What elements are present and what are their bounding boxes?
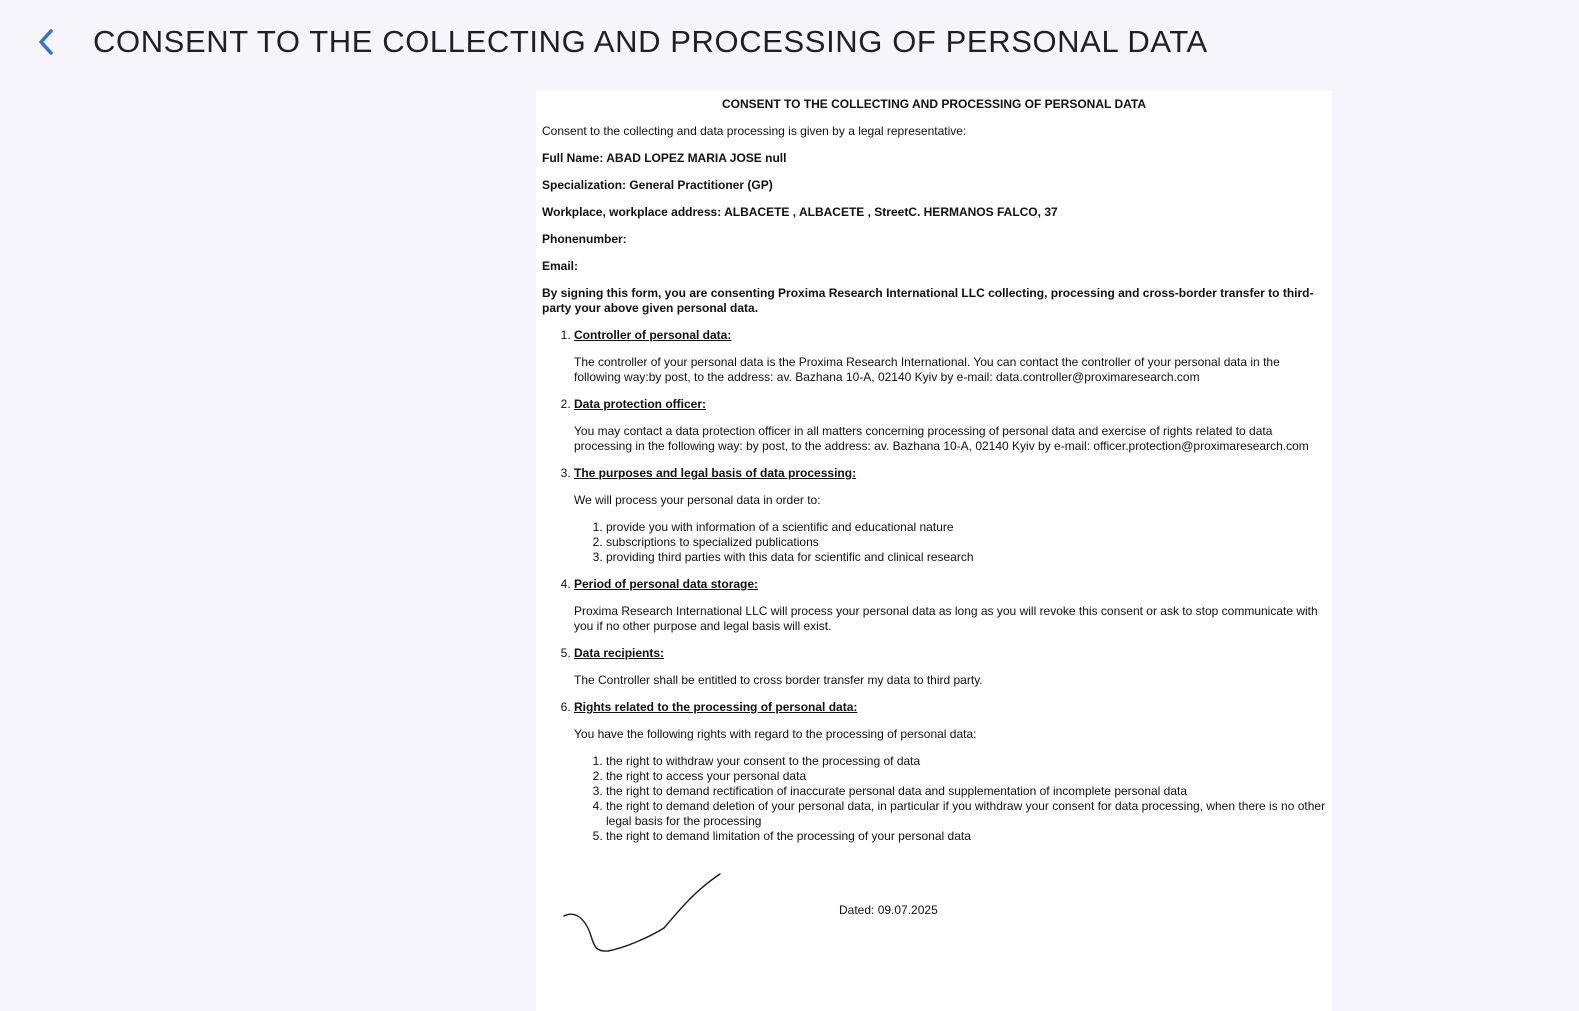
phone-number: Phonenumber: bbox=[542, 232, 627, 246]
list-item: 5. the right to demand limitation of the processing of your personal data bbox=[606, 829, 1326, 844]
purposes-list bbox=[574, 520, 1326, 565]
workplace: Workplace, workplace address: ALBACETE , ALBACETE , StreetC. HERMANOS FALCO, 37 bbox=[542, 205, 1058, 219]
section-body: You may contact a data protection officer in all matters concerning processing of personal data and exercise of rights related to data processing in the following way: by post, to the address: av. Bazhana 10-A, 02140 Kyiv by e-mail: officer.protection@proximaresearch.com bbox=[574, 424, 1309, 453]
list-item: 3. the right to demand rectification of inaccurate personal data and supplementation of incomplete personal data bbox=[606, 784, 1326, 799]
full-name: Full Name: ABAD LOPEZ MARIA JOSE null bbox=[542, 151, 787, 165]
rights-list bbox=[574, 754, 1326, 844]
section-body: You have the following rights with regard to the processing of personal data: bbox=[574, 727, 977, 741]
page-title: CONSENT TO THE COLLECTING AND PROCESSING OF PERSONAL DATA bbox=[93, 24, 1208, 59]
section-heading: 2. Data protection officer: bbox=[574, 397, 707, 411]
section-body: The controller of your personal data is the Proxima Research International. You can contact the controller of your personal data in the following way:by post, to the address: av. Bazhana 10-A, 02140 Kyiv by e-mail: data.controller@proximaresearch.com bbox=[574, 355, 1280, 384]
section-recipients bbox=[574, 646, 1326, 688]
section-body: The Controller shall be entitled to cross border transfer my data to third party. bbox=[574, 673, 983, 687]
dated-label: Dated: 09.07.2025 bbox=[839, 903, 938, 917]
section-purposes bbox=[574, 466, 1326, 565]
section-heading: 5. Data recipients: bbox=[574, 646, 665, 660]
sections-list bbox=[542, 328, 1326, 844]
list-item: 2. the right to access your personal data bbox=[606, 769, 1326, 784]
email: Email: bbox=[542, 259, 579, 273]
consent-document bbox=[536, 91, 1332, 1011]
section-rights bbox=[574, 700, 1326, 844]
section-dpo bbox=[574, 397, 1326, 454]
section-heading: 1. Controller of personal data: bbox=[574, 328, 732, 342]
document-title: CONSENT TO THE COLLECTING AND PROCESSING OF PERSONAL DATA bbox=[721, 97, 1147, 111]
section-heading: 3. The purposes and legal basis of data processing: bbox=[574, 466, 857, 480]
back-button[interactable] bbox=[28, 24, 64, 60]
list-item: 2. subscriptions to specialized publications bbox=[606, 535, 1326, 550]
signature-row bbox=[542, 862, 1326, 962]
section-heading: 6. Rights related to the processing of personal data: bbox=[574, 700, 858, 714]
chevron-left-icon bbox=[34, 24, 58, 60]
list-item: 4. the right to demand deletion of your personal data, in particular if you withdraw your consent for data processing, when there is no other legal basis for the processing bbox=[606, 799, 1326, 829]
section-body: Proxima Research International LLC will process your personal data as long as you will revoke this consent or ask to stop communicate with you if no other purpose and legal basis will exist. bbox=[574, 604, 1318, 633]
section-storage-period bbox=[574, 577, 1326, 634]
consent-statement: By signing this form, you are consenting Proxima Research International LLC collecting, processing and cross-border transfer to third-party your above given personal data. bbox=[542, 286, 1314, 315]
list-item: 1. the right to withdraw your consent to the processing of data bbox=[606, 754, 1326, 769]
section-body: We will process your personal data in order to: bbox=[574, 493, 821, 507]
signature-image bbox=[556, 868, 726, 958]
section-controller bbox=[574, 328, 1326, 385]
section-heading: 4. Period of personal data storage: bbox=[574, 577, 759, 591]
specialization: Specialization: General Practitioner (GP) bbox=[542, 178, 773, 192]
list-item: 3. providing third parties with this data for scientific and clinical research bbox=[606, 550, 1326, 565]
list-item: 1. provide you with information of a scientific and educational nature bbox=[606, 520, 1326, 535]
intro-text: Consent to the collecting and data processing is given by a legal representative: bbox=[542, 124, 967, 138]
top-bar bbox=[0, 0, 1579, 84]
